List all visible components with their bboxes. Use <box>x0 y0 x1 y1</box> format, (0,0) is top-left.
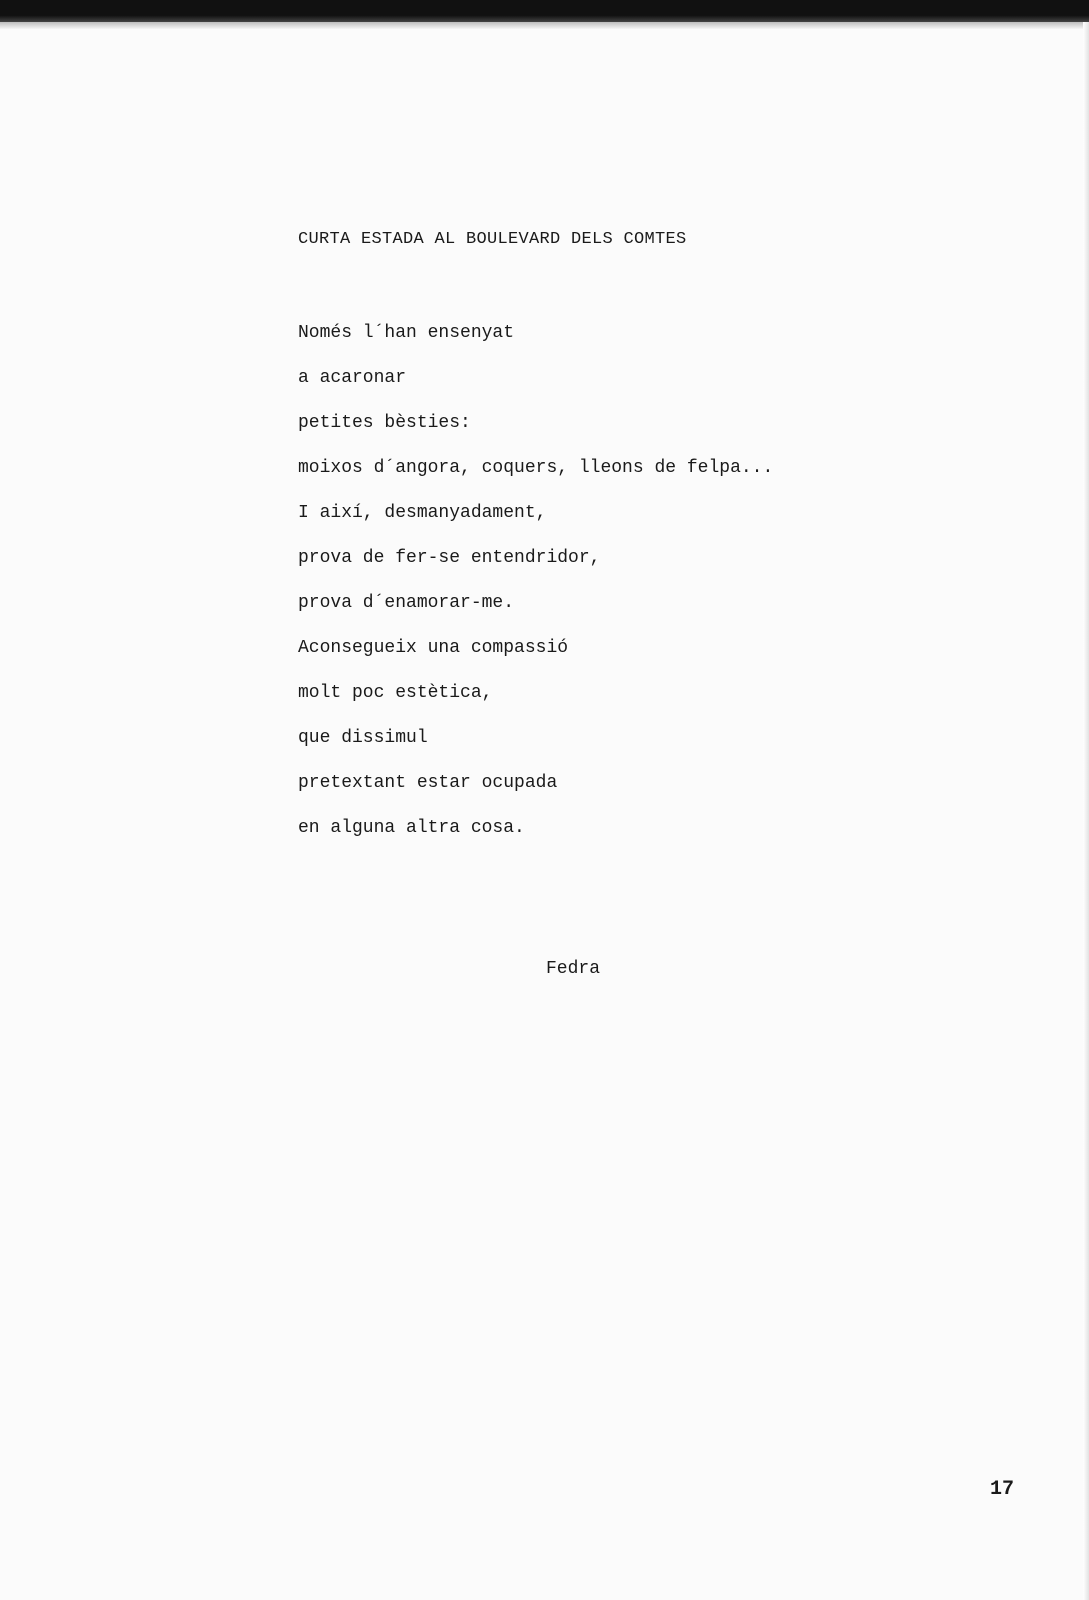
poem-line: en alguna altra cosa. <box>298 818 525 838</box>
page-number: 17 <box>990 1478 1015 1501</box>
poem-line: que dissimul <box>298 728 428 748</box>
scan-top-shadow <box>0 22 1089 30</box>
poem-line: molt poc estètica, <box>298 683 493 703</box>
poem-body <box>298 320 773 860</box>
poem-line: pretextant estar ocupada <box>298 773 558 793</box>
scan-top-edge <box>0 0 1089 22</box>
poem-line: prova de fer-se entendridor, <box>298 548 601 568</box>
poem-line: petites bèsties: <box>298 413 471 433</box>
poem-line: I així, desmanyadament, <box>298 503 547 523</box>
scan-right-edge <box>1083 22 1089 1600</box>
poem-title: CURTA ESTADA AL BOULEVARD DELS COMTES <box>298 230 687 249</box>
poem-line: a acaronar <box>298 368 407 388</box>
poem-line: prova d´enamorar-me. <box>298 593 515 613</box>
author-signature: Fedra <box>546 959 601 979</box>
poem-line: moixos d´angora, coquers, lleons de felpa... <box>298 458 774 478</box>
poem-line: Aconsegueix una compassió <box>298 638 569 658</box>
poem-line: Només l´han ensenyat <box>298 323 515 343</box>
